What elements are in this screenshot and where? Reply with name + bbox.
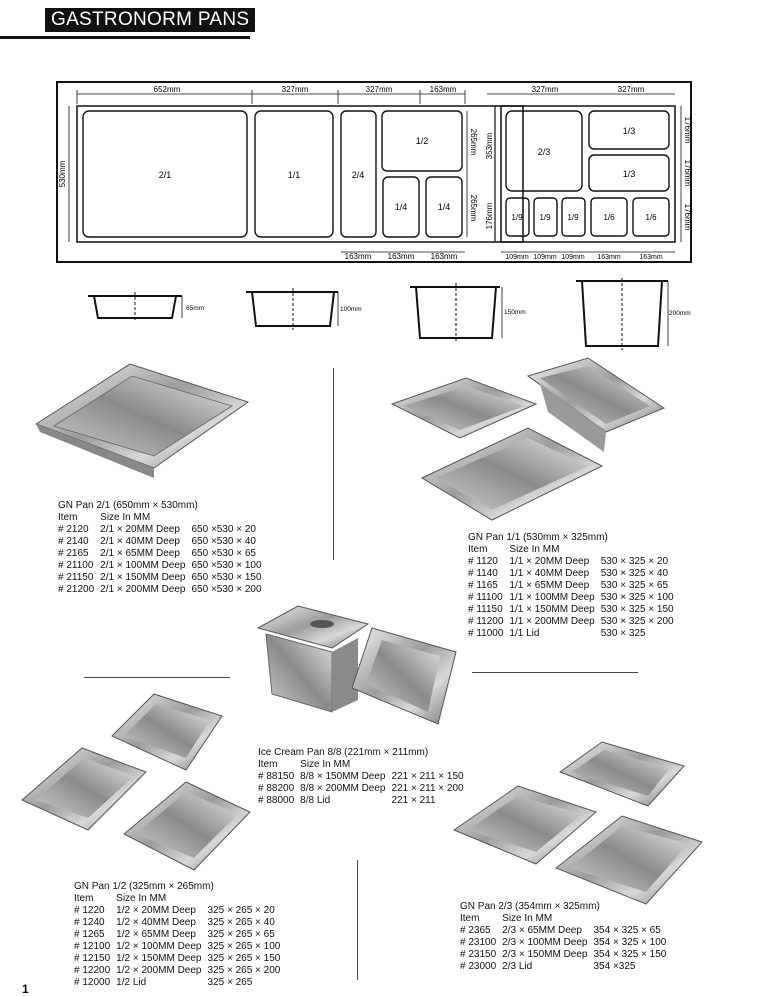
spec-size: 530 × 325 × 65 [600,580,669,591]
cell-1-2: 1/2 [415,136,429,146]
dim-327d: 327mm [617,85,645,94]
spec-size: 325 × 265 × 150 [207,953,281,964]
cell-2-1: 2/1 [158,170,172,180]
spec-title: GN Pan 1/2 (325mm × 265mm) [74,881,214,892]
spec-item: # 23100 [460,937,497,948]
spec-desc: 1/2 × 20MM Deep [116,905,196,916]
spec-desc: 1/1 × 150MM Deep [509,604,595,615]
table-row [258,771,470,783]
dim-163: 163mm [429,85,457,94]
spec-desc: 8/8 Lid [300,795,331,806]
pan-2-3-photo [454,742,702,904]
dim-265-bottom: 265mm [469,194,478,222]
spec-head-item: Item [460,913,480,924]
spec-size: 221 × 211 × 200 [391,783,464,794]
spec-item: # 11150 [468,604,503,615]
spec-item: # 2365 [460,925,491,936]
dim-327a: 327mm [281,85,309,94]
dim-265-top: 265mm [469,128,478,156]
cell-1-6b: 1/6 [645,213,657,222]
spec-desc: 1/2 Lid [116,977,147,988]
spec-size: 650 ×530 × 20 [191,524,256,535]
page-title: GASTRONORM PANS [45,8,255,32]
spec-desc: 2/1 × 100MM Deep [100,560,186,571]
spec-size: 650 ×530 × 200 [191,584,262,595]
spec-desc: 1/1 × 65MM Deep [509,580,590,591]
spec-size: 530 × 325 × 100 [600,592,674,603]
spec-item: # 2140 [58,536,89,547]
dim-109a: 109mm [505,254,529,261]
dim-163d: 163mm [597,254,621,261]
spec-head-row [58,512,268,524]
ice-cream-pan-photo [258,606,456,724]
cell-2-3: 2/3 [537,147,551,157]
table-row [58,560,268,572]
spec-size: 650 ×530 × 40 [191,536,256,547]
table-row [74,929,286,941]
cell-1-9a: 1/9 [511,213,523,222]
spec-title: GN Pan 2/1 (650mm × 530mm) [58,500,198,511]
spec-head-blank [207,893,286,905]
spec-desc: 1/1 × 40MM Deep [509,568,590,579]
spec-item: # 11200 [468,616,504,627]
page-number: 1 [22,982,29,996]
spec-desc: 2/3 Lid [502,961,533,972]
spec-table [74,893,286,989]
spec-title: GN Pan 1/1 (530mm × 325mm) [468,532,608,543]
spec-head-size: Size In MM [100,512,151,523]
depth-200: 200mm [669,310,691,317]
spec-head-blank [191,512,267,524]
table-row [468,604,680,616]
spec-item: # 88000 [258,795,295,806]
spec-desc: 8/8 × 200MM Deep [300,783,386,794]
spec-head-size: Size In MM [116,893,167,904]
spec-item: # 12200 [74,965,111,976]
cell-1-1: 1/1 [287,170,301,180]
table-row [74,965,286,977]
spec-table [258,759,470,807]
spec-head-row [460,913,672,925]
spec-item: # 21150 [58,572,94,583]
spec-head-size: Size In MM [502,913,553,924]
spec-size: 325 × 265 × 65 [207,929,275,940]
spec-size: 354 × 325 × 65 [593,925,661,936]
spec-item: # 2165 [58,548,89,559]
dim-163e: 163mm [639,254,663,261]
spec-desc: 1/2 × 40MM Deep [116,917,196,928]
dim-176-left: 176mm [485,202,494,230]
spec-table [460,913,672,973]
table-row [460,937,672,949]
spec-size: 221 × 211 × 150 [391,771,464,782]
spec-size: 354 × 325 × 150 [593,949,667,960]
spec-desc: 2/1 × 150MM Deep [100,572,186,583]
spec-desc: 2/1 × 40MM Deep [100,536,180,547]
spec-size: 530 × 325 [600,628,646,639]
spec-size: 325 × 265 [207,977,253,988]
table-row [468,628,680,640]
spec-desc: 8/8 × 150MM Deep [300,771,386,782]
table-row [468,556,680,568]
dim-327b: 327mm [365,85,393,94]
spec-head-row [468,544,680,556]
spec-desc: 2/3 × 65MM Deep [502,925,582,936]
spec-desc: 1/2 × 65MM Deep [116,929,196,940]
spec-item: # 2120 [58,524,89,535]
table-row [258,795,470,807]
dim-652: 652mm [153,85,181,94]
spec-item: # 11000 [468,628,504,639]
spec-size: 530 × 325 × 200 [600,616,674,627]
spec-size: 325 × 265 × 100 [207,941,281,952]
table-row [460,949,672,961]
spec-item: # 12150 [74,953,111,964]
pan-1-1-photo [392,358,664,520]
spec-title: GN Pan 2/3 (354mm × 325mm) [460,901,600,912]
spec-desc: 1/2 × 100MM Deep [116,941,202,952]
dim-109c: 109mm [561,254,585,261]
table-row [74,917,286,929]
table-row [468,592,680,604]
dim-bottom-163c: 163mm [430,252,458,261]
table-row [468,580,680,592]
spec-item: # 12000 [74,977,111,988]
table-row [460,961,672,973]
table-row [468,568,680,580]
cell-1-3a: 1/3 [622,126,636,136]
cell-1-6a: 1/6 [603,213,615,222]
spec-item: # 1265 [74,929,105,940]
spec-desc: 1/1 × 20MM Deep [509,556,590,567]
spec-item: # 21100 [58,560,94,571]
table-row [258,783,470,795]
dim-327c: 327mm [531,85,559,94]
table-row [58,584,268,596]
spec-title: Ice Cream Pan 8/8 (221mm × 211mm) [258,747,429,758]
spec-size: 530 × 325 × 20 [600,556,669,567]
spec-head-item: Item [58,512,78,523]
cell-1-9b: 1/9 [539,213,551,222]
spec-head-item: Item [258,759,278,770]
spec-size: 650 ×530 × 100 [191,560,262,571]
table-row [468,616,680,628]
spec-desc: 1/2 × 200MM Deep [116,965,202,976]
spec-item: # 1240 [74,917,105,928]
spec-gn-1-1 [468,532,680,640]
spec-size: 325 × 265 × 200 [207,965,281,976]
table-row [58,548,268,560]
dim-176-r3: 176mm [683,203,692,231]
spec-desc: 1/1 Lid [509,628,540,639]
spec-size: 221 × 211 [391,795,436,806]
dim-109b: 109mm [533,254,557,261]
spec-desc: 1/2 × 150MM Deep [116,953,202,964]
pan-2-1-photo [36,364,248,478]
table-row [74,977,286,989]
spec-size: 354 ×325 [593,961,636,972]
depth-65: 65mm [186,305,205,312]
cell-2-4: 2/4 [351,170,365,180]
spec-head-blank [593,913,672,925]
spec-table [468,544,680,640]
spec-item: # 1220 [74,905,105,916]
spec-gn-1-2 [74,881,286,989]
spec-desc: 2/1 × 65MM Deep [100,548,180,559]
table-row [74,905,286,917]
spec-desc: 2/1 × 20MM Deep [100,524,180,535]
table-row [74,941,286,953]
spec-table [58,512,268,596]
spec-size: 354 × 325 × 100 [593,937,667,948]
table-row [460,925,672,937]
spec-item: # 23000 [460,961,497,972]
spec-item: # 1165 [468,580,498,591]
pan-1-2-photo [22,694,250,870]
spec-gn-2-1 [58,500,268,596]
cell-1-4b: 1/4 [437,202,451,212]
spec-item: # 11100 [468,592,503,603]
spec-item: # 1140 [468,568,498,579]
spec-head-blank [391,759,469,771]
dim-bottom-163a: 163mm [344,252,372,261]
spec-head-row [74,893,286,905]
spec-desc: 2/3 × 150MM Deep [502,949,588,960]
table-row [58,536,268,548]
table-row [58,572,268,584]
spec-gn-2-3 [460,901,672,973]
spec-desc: 1/1 × 200MM Deep [509,616,595,627]
cell-1-4a: 1/4 [394,202,408,212]
spec-head-blank [601,544,680,556]
spec-ice-cream-8-8 [258,747,470,807]
spec-head-size: Size In MM [300,759,351,770]
spec-head-item: Item [468,544,488,555]
depth-100: 100mm [340,306,362,313]
spec-size: 650 ×530 × 65 [191,548,256,559]
spec-head-item: Item [74,893,94,904]
dim-176-r2: 176mm [683,159,692,187]
dim-bottom-163b: 163mm [387,252,415,261]
spec-size: 650 ×530 × 150 [191,572,262,583]
spec-size: 530 × 325 × 150 [600,604,674,615]
spec-item: # 88200 [258,783,295,794]
spec-item: # 21200 [58,584,95,595]
spec-size: 325 × 265 × 40 [207,917,275,928]
spec-head-size: Size In MM [509,544,560,555]
spec-size: 530 × 325 × 40 [600,568,669,579]
depth-150: 150mm [504,309,526,316]
spec-desc: 2/1 × 200MM Deep [100,584,186,595]
spec-desc: 1/1 × 100MM Deep [509,592,595,603]
cell-1-9c: 1/9 [567,213,579,222]
spec-size: 325 × 265 × 20 [207,905,275,916]
spec-item: # 1120 [468,556,498,567]
table-row [58,524,268,536]
dim-176-r1: 176mm [683,116,692,144]
spec-item: # 12100 [74,941,111,952]
table-row [74,953,286,965]
spec-head-row [258,759,470,771]
dim-530: 530mm [58,160,67,188]
spec-desc: 2/3 × 100MM Deep [502,937,588,948]
spec-item: # 23150 [460,949,497,960]
cell-1-3b: 1/3 [622,169,636,179]
spec-item: # 88150 [258,771,295,782]
dim-353: 353mm [485,132,494,160]
